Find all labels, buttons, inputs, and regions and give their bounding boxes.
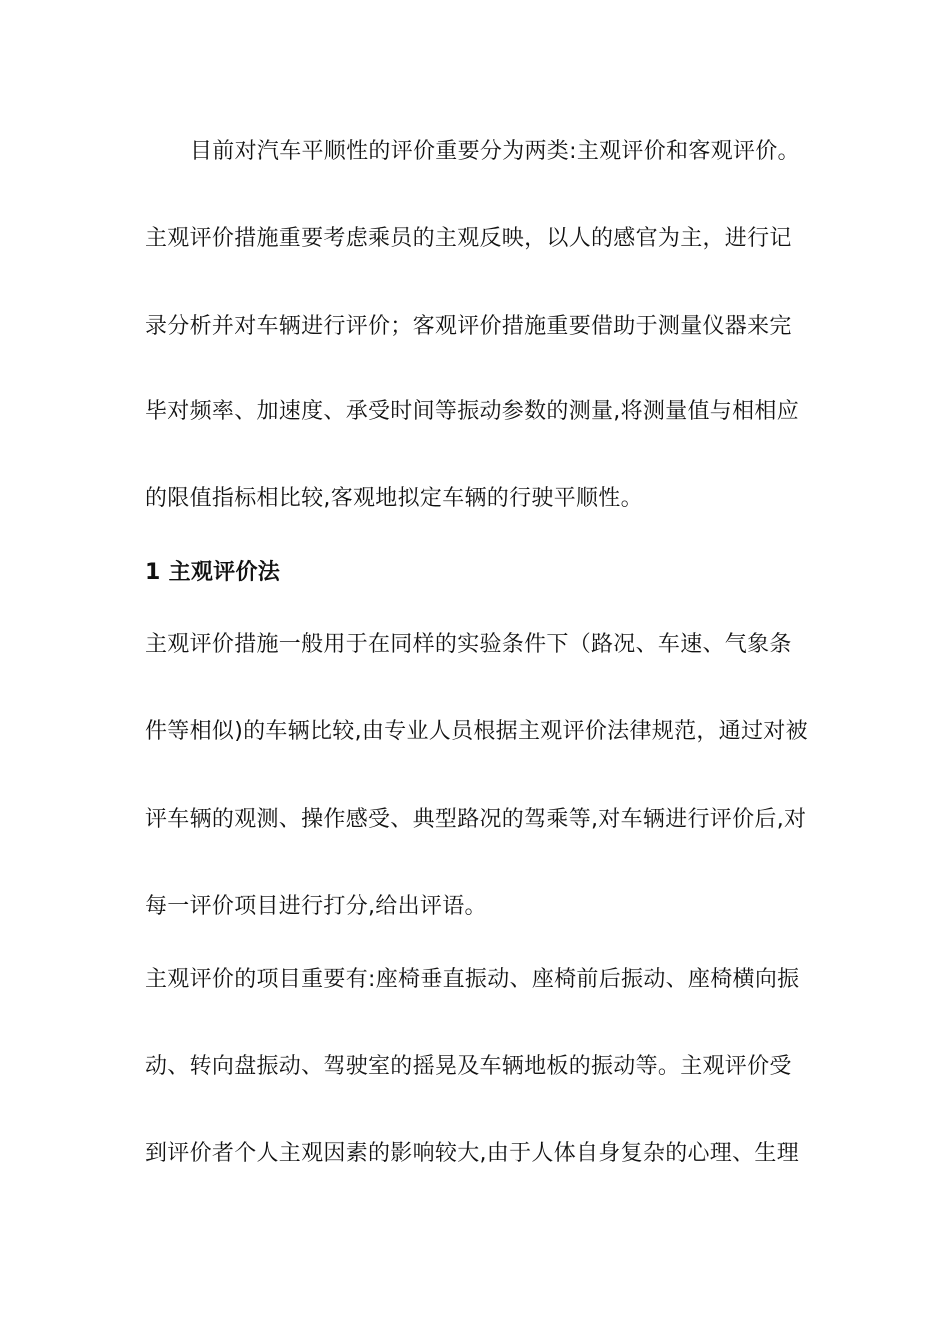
section-heading: 1 主观评价法 (145, 560, 281, 585)
paragraph-line: 到评价者个人主观因素的影响较大,由于人体自身复杂的心理、生理 (145, 1141, 799, 1166)
paragraph-line: 动、转向盘振动、驾驶室的摇晃及车辆地板的振动等。主观评价受 (145, 1054, 792, 1079)
paragraph-line: 评车辆的观测、操作感受、典型路况的驾乘等,对车辆进行评价后,对 (145, 807, 807, 832)
paragraph-line: 目前对汽车平顺性的评价重要分为两类:主观评价和客观评价。 (190, 139, 800, 164)
paragraph-line: 主观评价措施一般用于在同样的实验条件下（路况、车速、气象条 (145, 632, 792, 657)
paragraph-line: 录分析并对车辆进行评价；客观评价措施重要借助于测量仪器来完 (145, 314, 792, 339)
paragraph-line: 主观评价措施重要考虑乘员的主观反映，以人的感官为主，进行记 (145, 226, 792, 251)
paragraph-line: 的限值指标相比较,客观地拟定车辆的行驶平顺性。 (145, 486, 643, 511)
paragraph-line: 主观评价的项目重要有:座椅垂直振动、座椅前后振动、座椅横向振 (145, 967, 800, 992)
paragraph-line: 每一评价项目进行打分,给出评语。 (145, 894, 487, 919)
paragraph-line: 毕对频率、加速度、承受时间等振动参数的测量,将测量值与相相应 (145, 399, 799, 424)
paragraph-line: 件等相似)的车辆比较,由专业人员根据主观评价法律规范，通过对被 (145, 719, 808, 744)
